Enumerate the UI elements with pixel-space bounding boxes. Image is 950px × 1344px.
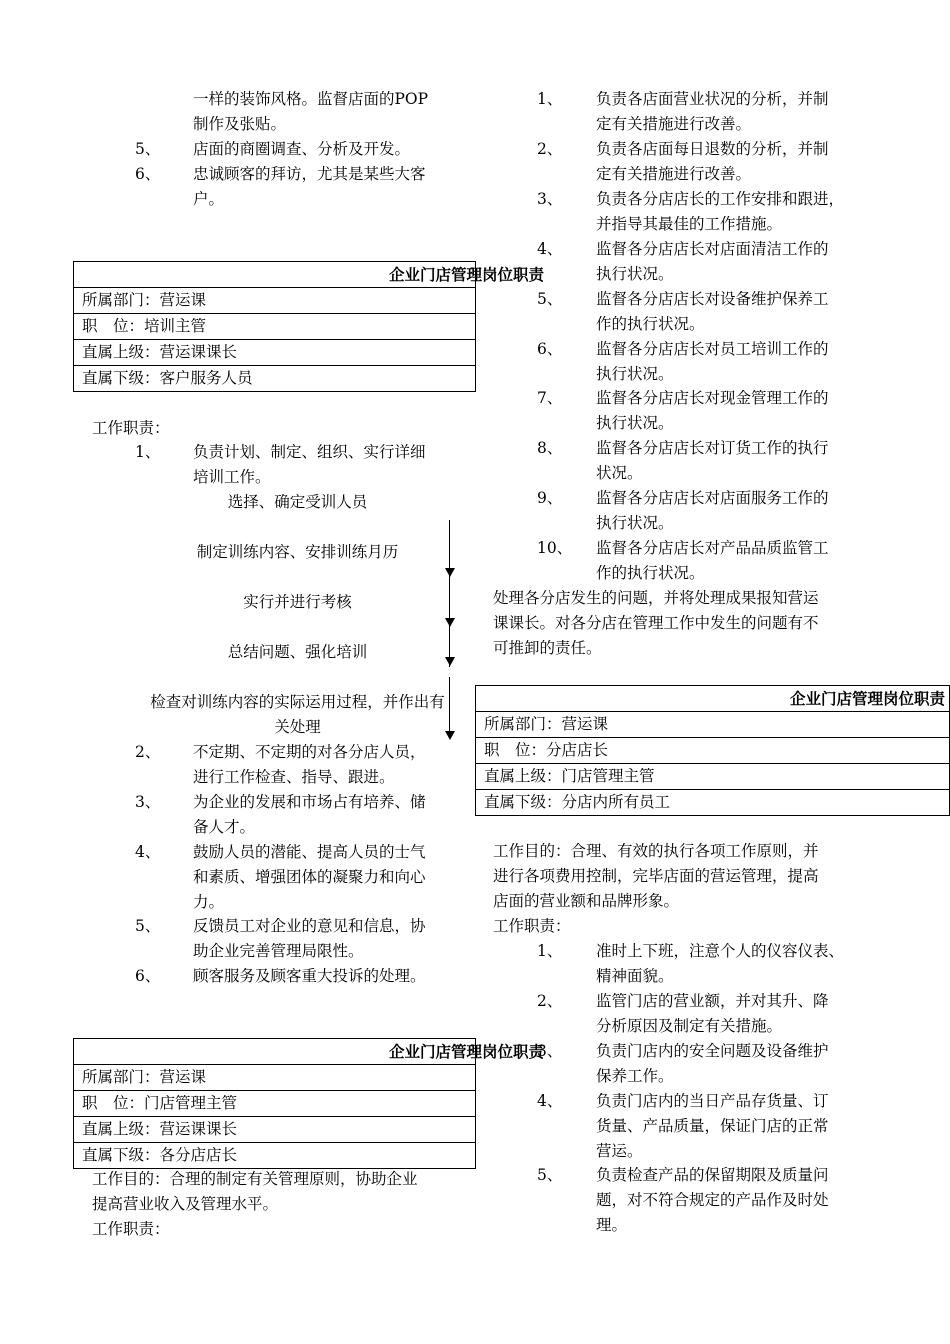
item-number: 2、 bbox=[537, 992, 563, 1010]
purpose-text: 工作目的：合理、有效的执行各项工作原则，并 bbox=[493, 842, 819, 860]
item-text: 户。 bbox=[193, 190, 225, 208]
item-text: 分析原因及制定有关措施。 bbox=[596, 1017, 783, 1035]
table-row: 职 位：分店店长 bbox=[476, 737, 949, 763]
section-label: 工作职责： bbox=[92, 419, 170, 437]
flow-arrow-head bbox=[445, 568, 455, 577]
job-info-table bbox=[73, 1038, 544, 1169]
table-row: 职 位：门店管理主管 bbox=[74, 1090, 475, 1116]
flow-step: 实行并进行考核 bbox=[243, 593, 352, 611]
item-number: 1、 bbox=[537, 942, 563, 960]
flow-arrow-line bbox=[449, 572, 450, 622]
item-number: 9、 bbox=[537, 489, 563, 507]
intro-line: 一样的装饰风格。监督店面的POP bbox=[193, 90, 429, 108]
purpose-text: 店面的营业额和品牌形象。 bbox=[493, 892, 680, 910]
handle-text: 可推卸的责任。 bbox=[493, 639, 602, 657]
item-number: 10、 bbox=[537, 539, 573, 557]
table-row: 所属部门：营运课 bbox=[476, 711, 949, 737]
item-text: 监督各分店店长对店面服务工作的 bbox=[596, 489, 829, 507]
item-text: 准时上下班，注意个人的仪容仪表、 bbox=[596, 942, 845, 960]
table-title: 企业门店管理岗位职责 bbox=[388, 1042, 544, 1061]
item-text: 货量、产品质量，保证门店的正常 bbox=[596, 1117, 829, 1135]
flow-arrow-head bbox=[445, 731, 455, 740]
item-text: 题，对不符合规定的产品作及时处 bbox=[596, 1191, 829, 1209]
item-text: 负责各店面每日退数的分析，并制 bbox=[596, 140, 829, 158]
item-text: 进行工作检查、指导、跟进。 bbox=[193, 768, 395, 786]
item-text: 负责各店面营业状况的分析，并制 bbox=[596, 90, 829, 108]
item-text: 监督各分店店长对订货工作的执行 bbox=[596, 439, 829, 457]
item-text: 鼓励人员的潜能、提高人员的士气 bbox=[193, 843, 426, 861]
purpose-text: 提高营业收入及管理水平。 bbox=[92, 1195, 279, 1213]
flow-step: 选择、确定受训人员 bbox=[227, 493, 368, 511]
item-text: 监管门店的营业额，并对其升、降 bbox=[596, 992, 829, 1010]
flow-arrow-line bbox=[449, 520, 450, 570]
item-number: 5、 bbox=[135, 140, 161, 158]
item-text: 监督各分店店长对产品品质监管工 bbox=[596, 539, 829, 557]
item-number: 3、 bbox=[135, 793, 161, 811]
item-text: 反馈员工对企业的意见和信息，协 bbox=[193, 917, 426, 935]
item-text: 和素质、增强团体的凝聚力和向心 bbox=[193, 868, 426, 886]
flow-arrow-line bbox=[449, 677, 450, 732]
item-number: 3、 bbox=[537, 190, 563, 208]
item-text: 负责门店内的当日产品存货量、订 bbox=[596, 1092, 829, 1110]
table-row: 直属上级：门店管理主管 bbox=[476, 763, 949, 789]
item-text: 并指导其最佳的工作措施。 bbox=[596, 215, 783, 233]
item-number: 5、 bbox=[537, 1166, 563, 1184]
item-text: 监督各分店店长对店面清洁工作的 bbox=[596, 240, 829, 258]
item-text: 理。 bbox=[596, 1216, 628, 1234]
item-number: 3、 bbox=[537, 1042, 563, 1060]
item-text: 为企业的发展和市场占有培养、储 bbox=[193, 793, 426, 811]
item-text: 营运。 bbox=[596, 1142, 643, 1160]
item-number: 6、 bbox=[537, 340, 563, 358]
item-text: 负责检查产品的保留期限及质量问 bbox=[596, 1166, 829, 1184]
item-number: 1、 bbox=[135, 443, 161, 461]
table-row: 直属下级：各分店店长 bbox=[74, 1142, 475, 1168]
job-info-table bbox=[73, 261, 544, 392]
item-text: 力。 bbox=[193, 893, 225, 911]
item-text: 作的执行状况。 bbox=[596, 564, 705, 582]
item-number: 6、 bbox=[135, 165, 161, 183]
item-text: 备人才。 bbox=[193, 818, 256, 836]
section-label: 工作职责： bbox=[92, 1220, 170, 1238]
item-text: 执行状况。 bbox=[596, 365, 674, 383]
item-text: 执行状况。 bbox=[596, 514, 674, 532]
table-row: 直属上级：营运课课长 bbox=[74, 339, 475, 365]
flow-arrow-head bbox=[445, 618, 455, 627]
item-text: 培训工作。 bbox=[193, 468, 271, 486]
table-row: 职 位：培训主管 bbox=[74, 313, 475, 339]
handle-text: 课课长。对各分店在管理工作中发生的问题有不 bbox=[493, 614, 819, 632]
job-info-table bbox=[475, 685, 950, 816]
item-number: 6、 bbox=[135, 967, 161, 985]
item-text: 助企业完善管理局限性。 bbox=[193, 942, 364, 960]
item-text: 顾客服务及顾客重大投诉的处理。 bbox=[193, 967, 426, 985]
item-text: 不定期、不定期的对各分店人员， bbox=[193, 743, 426, 761]
item-text: 店面的商圈调查、分析及开发。 bbox=[193, 140, 411, 158]
table-row: 直属下级：分店内所有员工 bbox=[476, 789, 949, 815]
item-text: 定有关措施进行改善。 bbox=[596, 165, 752, 183]
purpose-text: 进行各项费用控制，完毕店面的营运管理，提高 bbox=[493, 867, 819, 885]
item-number: 2、 bbox=[135, 743, 161, 761]
item-text: 精神面貌。 bbox=[596, 967, 674, 985]
table-row: 所属部门：营运课 bbox=[74, 287, 475, 313]
flow-step: 总结问题、强化培训 bbox=[227, 643, 368, 661]
purpose-text: 工作目的：合理的制定有关管理原则，协助企业 bbox=[92, 1170, 418, 1188]
item-number: 7、 bbox=[537, 389, 563, 407]
item-text: 监督各分店店长对设备维护保养工 bbox=[596, 290, 829, 308]
table-title: 企业门店管理岗位职责 bbox=[388, 265, 544, 284]
item-number: 5、 bbox=[537, 290, 563, 308]
section-label: 工作职责： bbox=[493, 917, 571, 935]
item-text: 监督各分店店长对员工培训工作的 bbox=[596, 340, 829, 358]
item-text: 负责门店内的安全问题及设备维护 bbox=[596, 1042, 829, 1060]
table-row: 所属部门：营运课 bbox=[74, 1064, 475, 1090]
item-text: 执行状况。 bbox=[596, 265, 674, 283]
item-number: 5、 bbox=[135, 917, 161, 935]
item-number: 2、 bbox=[537, 140, 563, 158]
item-text: 定有关措施进行改善。 bbox=[596, 115, 752, 133]
item-number: 1、 bbox=[537, 90, 563, 108]
item-text: 监督各分店店长对现金管理工作的 bbox=[596, 389, 829, 407]
table-title: 企业门店管理岗位职责 bbox=[789, 689, 945, 708]
item-number: 4、 bbox=[537, 1092, 563, 1110]
table-row: 直属上级：营运课课长 bbox=[74, 1116, 475, 1142]
item-text: 作的执行状况。 bbox=[596, 315, 705, 333]
handle-text: 处理各分店发生的问题，并将处理成果报知营运 bbox=[493, 589, 819, 607]
flow-step: 制定训练内容、安排训练月历 bbox=[196, 543, 399, 561]
item-text: 保养工作。 bbox=[596, 1067, 674, 1085]
item-text: 执行状况。 bbox=[596, 414, 674, 432]
item-text: 忠诚顾客的拜访，尤其是某些大客 bbox=[193, 165, 426, 183]
flow-step: 关处理 bbox=[274, 718, 321, 736]
item-text: 负责各分店店长的工作安排和跟进， bbox=[596, 190, 845, 208]
intro-line: 制作及张贴。 bbox=[193, 115, 287, 133]
item-number: 4、 bbox=[135, 843, 161, 861]
item-number: 8、 bbox=[537, 439, 563, 457]
item-text: 状况。 bbox=[596, 464, 643, 482]
item-text: 负责计划、制定、组织、实行详细 bbox=[193, 443, 426, 461]
table-row: 直属下级：客户服务人员 bbox=[74, 365, 475, 391]
flow-step: 检查对训练内容的实际运用过程，并作出有 bbox=[150, 693, 445, 711]
item-number: 4、 bbox=[537, 240, 563, 258]
flow-arrow-head bbox=[445, 657, 455, 666]
